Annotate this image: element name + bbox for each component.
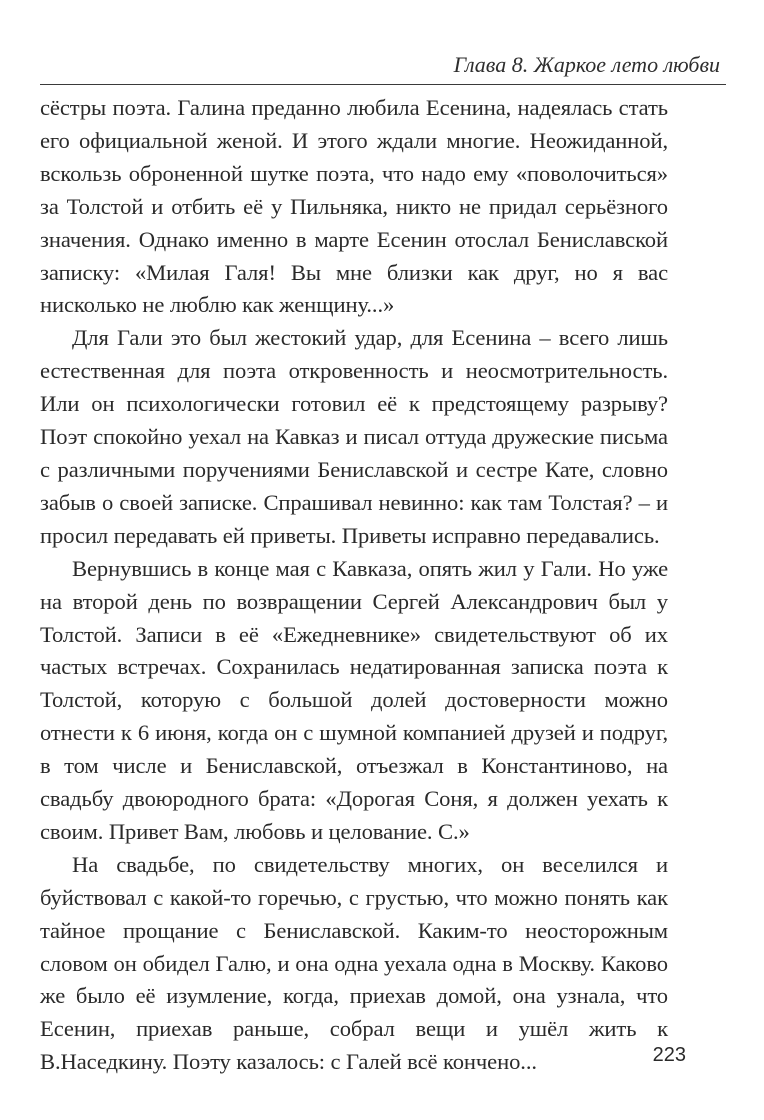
page-number: 223 <box>652 1044 686 1066</box>
paragraph: На свадьбе, по свидетельству многих, он веселился и буйствовал с какой-то горечью, с грустью, что можно понять как тайное прощание с Бениславской. Каким-то неосторожным словом он обидел Галю, и она одна уехала одна в Москву. Каково же было её изумление, когда, приехав домой, она узнала, что Есенин, приехав раньше, собрал вещи и ушёл жить к В.Наседкину. Поэту казалось: с Галей всё кончено... <box>40 851 668 1075</box>
chapter-running-title: Глава 8. Жаркое лето любви <box>453 52 720 77</box>
paragraph: Для Гали это был жестокий удар, для Есенина – всего лишь естественная для поэта откровенность и неосмотрительность. Или он психологически готовил её к предстоящему разрыву? Поэт спокойно уехал на Кавказ и писал оттуда дружеские письма с различными поручениями Бениславской и сестре Кате, словно забыв о своей записке. Спрашивал невинно: как там Толстая? – и просил передавать ей приветы. Приветы исправно передавались. <box>40 325 668 548</box>
paragraph: сёстры поэта. Галина преданно любила Есенина, надеялась стать его официальной женой. И этого ждали многие. Неожиданной, вскользь оброненной шутке поэта, что надо ему «поволочиться» за Толстой и отбить её у Пильняка, никто не придал серьёзного значения. Однако именно в марте Есенин отослал Бениславской записку: «Милая Галя! Вы мне близки как друг, но я вас нисколько не люблю как женщину...» <box>40 95 668 318</box>
paragraph: Вернувшись в конце мая с Кавказа, опять жил у Гали. Но уже на второй день по возвращении Сергей Александрович был у Толстой. Записи в её «Ежедневнике» свидетельствуют об их частых встречах. Сохранилась недатированная записка поэта к Толстой, которую с большой долей достоверности можно отнести к 6 июня, когда он с шумной компанией друзей и подруг, в том числе и Бениславской, отъезжал в Константиново, на свадьбу двоюродного брата: «Дорогая Соня, я должен уехать к своим. Привет Вам, любовь и целование. С.» <box>40 555 668 844</box>
body-text <box>40 92 668 1079</box>
running-header <box>40 48 726 85</box>
